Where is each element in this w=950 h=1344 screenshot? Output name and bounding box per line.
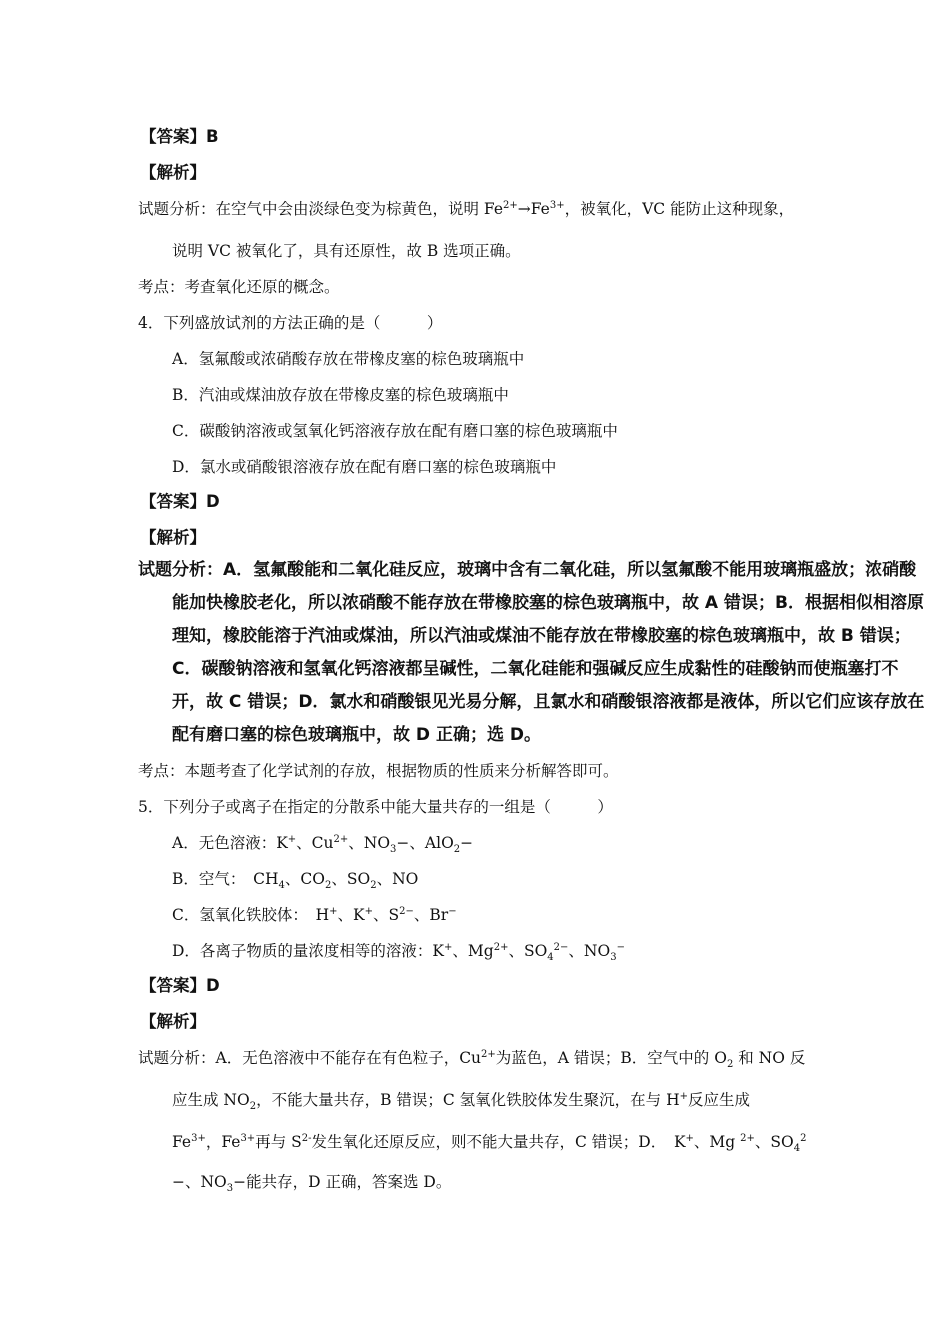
analysis-heading: 【解析】 <box>140 1012 206 1031</box>
analysis-line: 理知，橡胶能溶于汽油或煤油，所以汽油或煤油不能存放在带橡胶塞的棕色玻璃瓶中，故 B 错误； <box>172 626 911 646</box>
analysis-line: C．碳酸钠溶液和氢氧化钙溶液都呈碱性，二氧化硅能和强碱反应生成黏性的硅酸钠而使瓶塞打不 <box>172 659 899 679</box>
analysis-line: 应生成 $NO_2$，不能大量共存，B 错误；C 氢氧化铁胶体发生聚沉，在与 H+反应生成 <box>172 1090 751 1113</box>
analysis-line: 试题分析：在空气中会由淡绿色变为棕黄色，说明 $Fe^{2+}\to Fe^{3+}$，被氧化，VC 能防止这种现象， <box>138 199 795 218</box>
option-d: D．氯水或硝酸银溶液存放在配有磨口塞的棕色玻璃瓶中 <box>172 458 557 476</box>
analysis-line: 配有磨口塞的棕色玻璃瓶中，故 D 正确；选 D。 <box>172 725 541 745</box>
analysis-line: 说明 VC 被氧化了，具有还原性，故 B 选项正确。 <box>172 242 521 260</box>
option-b: B．空气： $CH_4$、$CO_2$、$SO_2$、NO <box>172 870 419 892</box>
analysis-heading: 【解析】 <box>140 163 206 182</box>
option-a: A．无色溶液：K+、$Cu^{2+}$、$NO_3-$、AlO$_2$− <box>172 833 474 856</box>
analysis-line: 能加快橡胶老化，所以浓硝酸不能存放在带橡胶塞的棕色玻璃瓶中，故 A 错误；B．根据相似相溶原 <box>172 593 924 613</box>
analysis-line: 试题分析：A．无色溶液中不能存在有色粒子，$Cu^{2+}$为蓝色，A 错误；B．空气中的 $O_2$ 和 NO 反 <box>138 1048 806 1071</box>
analysis-line: 开，故 C 错误；D．氯水和硝酸银见光易分解，且氯水和硝酸银溶液都是液体，所以它们应该存放在 <box>172 692 925 712</box>
key-point: 考点：考查氧化还原的概念。 <box>138 278 340 296</box>
answer-label: 【答案】D <box>140 492 220 511</box>
key-point: 考点：本题考查了化学试剂的存放，根据物质的性质来分析解答即可。 <box>138 762 619 780</box>
analysis-line: −、$NO_3-$能共存，D 正确，答案选 D。 <box>172 1173 452 1195</box>
analysis-line: 试题分析：A．氢氟酸能和二氧化硅反应，玻璃中含有二氧化硅，所以氢氟酸不能用玻璃瓶盛放；浓硝酸 <box>138 560 917 580</box>
option-d: D．各离子物质的量浓度相等的溶液：K+、$Mg^{2+}$、$SO_4^{2-}$、$NO_3^-$ <box>172 941 625 964</box>
analysis-line: $Fe^{3+}$，$Fe^{3+}$再与 $S^{2-}$发生氧化还原反应，则不能大量共存，C 错误；D． K+、Mg $^{2+}$、$SO_4^2$ <box>172 1132 807 1155</box>
option-c: C．碳酸钠溶液或氢氧化钙溶液存放在配有磨口塞的棕色玻璃瓶中 <box>172 422 618 440</box>
analysis-heading: 【解析】 <box>140 528 206 547</box>
option-b: B．汽油或煤油放存放在带橡皮塞的棕色玻璃瓶中 <box>172 386 509 404</box>
question-stem: 4．下列盛放试剂的方法正确的是（ ） <box>138 314 443 332</box>
question-stem: 5．下列分子或离子在指定的分散系中能大量共存的一组是（ ） <box>138 798 613 816</box>
answer-label: 【答案】B <box>140 127 219 146</box>
option-a: A．氢氟酸或浓硝酸存放在带橡皮塞的棕色玻璃瓶中 <box>172 350 525 368</box>
option-c: C．氢氧化铁胶体： H+、K+、$S^{2-}$、Br− <box>172 905 457 924</box>
answer-label: 【答案】D <box>140 976 220 995</box>
